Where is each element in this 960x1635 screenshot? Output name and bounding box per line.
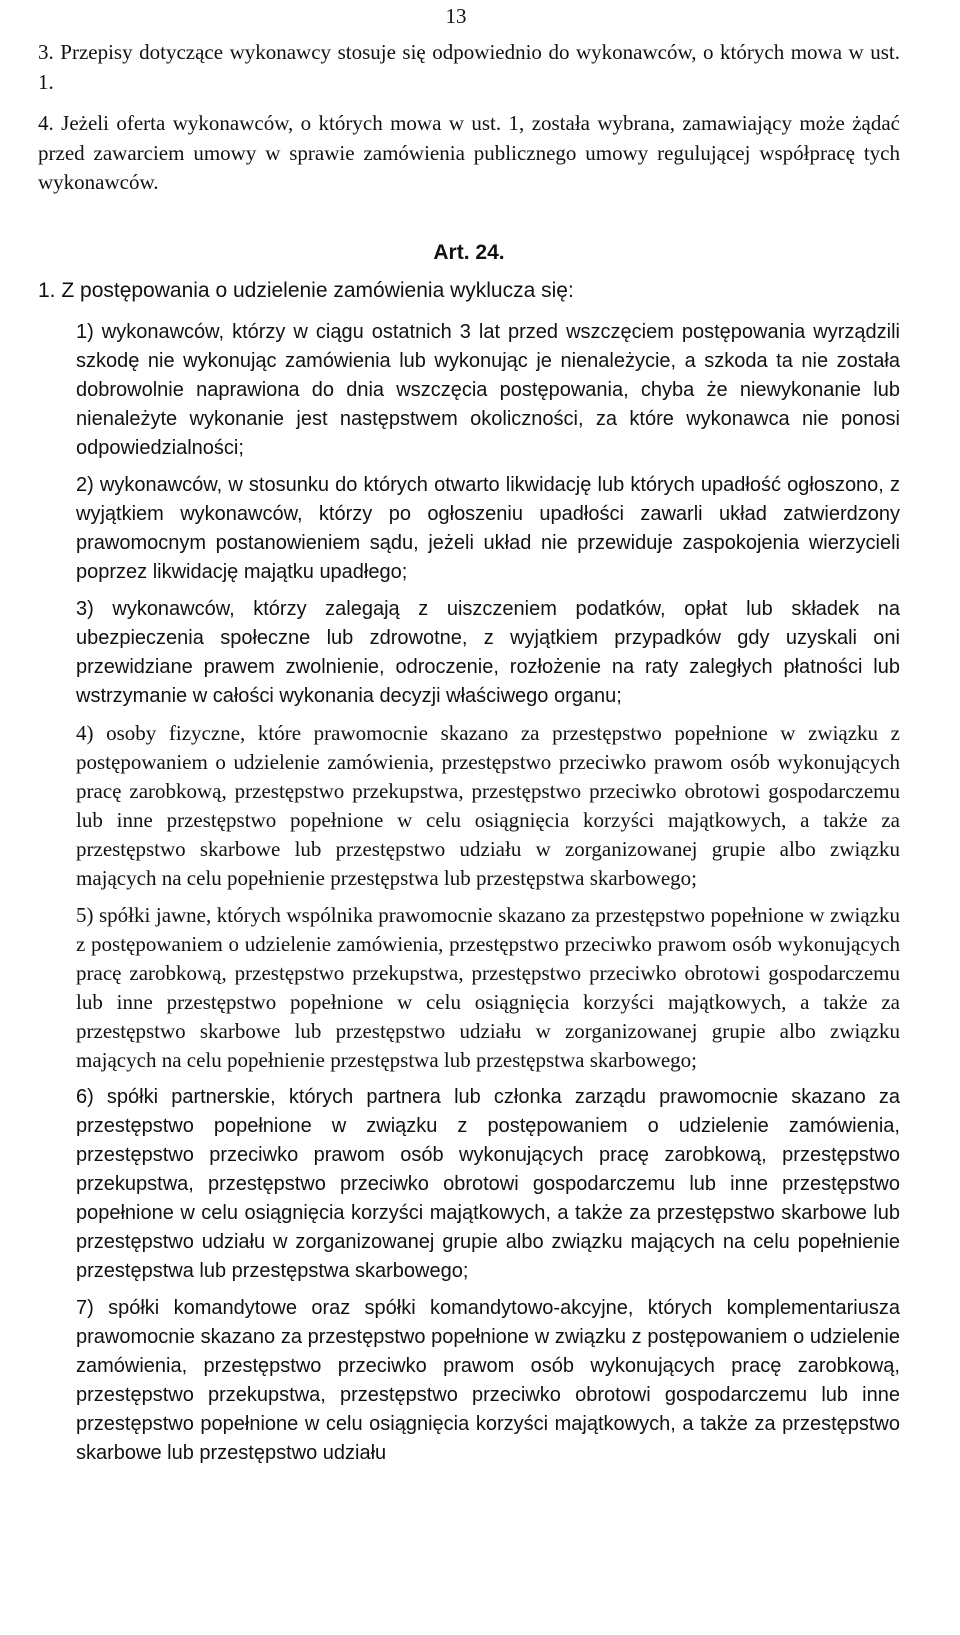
exclusion-list — [76, 318, 900, 1476]
list-item-1: 1) wykonawców, którzy w ciągu ostatnich 3 lat przed wszczęciem postępowania wyrządzili szkodę nie wykonując zamówienia lub wykonując je nienależycie, a szkoda ta nie została dobrowolnie naprawiona do dnia wszczęcia postępowania, chyba że niewykonanie lub nienależyte wykonanie jest następstwem okoliczności, za które wykonawca nie ponosi odpowiedzialności; — [76, 321, 900, 459]
list-item-7: 7) spółki komandytowe oraz spółki komandytowo-akcyjne, których komplementariusza prawomocnie skazano za przestępstwo popełnione w związku z postępowaniem o udzielenie zamówienia, przestępstwo przeciwko prawom osób wykonujących pracę zarobkową, przestępstwo przekupstwa, przestępstwo przeciwko obrotowi gospodarczemu lub inne przestępstwo popełnione w celu osiągnięcia korzyści majątkowych, a także za przestępstwo skarbowe lub przestępstwo udziału — [76, 1297, 900, 1464]
list-item-4: 4) osoby fizyczne, które prawomocnie skazano za przestępstwo popełnione w związku z postępowaniem o udzielenie zamówienia, przestępstwo przeciwko prawom osób wykonujących pracę zarobkową, przestępstwo przekupstwa, przestępstwo przeciwko obrotowi gospodarczemu lub inne przestępstwo popełnione w celu osiągnięcia korzyści majątkowych, a także za przestępstwo skarbowe lub przestępstwo udziału w zorganizowanej grupie albo związku mających na celu popełnienie przestępstwa lub przestępstwa skarbowego; — [76, 721, 900, 890]
list-item-5: 5) spółki jawne, których wspólnika prawomocnie skazano za przestępstwo popełnione w związku z postępowaniem o udzielenie zamówienia, przestępstwo przeciwko prawom osób wykonujących pracę zarobkową, przestępstwo przekupstwa, przestępstwo przeciwko obrotowi gospodarczemu lub inne przestępstwo popełnione w celu osiągnięcia korzyści majątkowych, a także za przestępstwo skarbowe lub przestępstwo udziału w zorganizowanej grupie albo związku mających na celu popełnienie przestępstwa lub przestępstwa skarbowego; — [76, 903, 900, 1072]
list-item-6: 6) spółki partnerskie, których partnera lub członka zarządu prawomocnie skazano za przestępstwo popełnione w związku z postępowaniem o udzielenie zamówienia, przestępstwo przeciwko prawom osób wykonujących pracę zarobkową, przestępstwo przekupstwa, przestępstwo przeciwko obrotowi gospodarczemu lub inne przestępstwo popełnione w celu osiągnięcia korzyści majątkowych, a także za przestępstwo skarbowe lub przestępstwo udziału w zorganizowanej grupie albo związku mających na celu popełnienie przestępstwa lub przestępstwa skarbowego; — [76, 1086, 900, 1282]
list-item-3: 3) wykonawców, którzy zalegają z uiszczeniem podatków, opłat lub składek na ubezpieczenia społeczne lub zdrowotne, z wyjątkiem przypadków gdy uzyskali oni przewidziane prawem zwolnienie, odroczenie, rozłożenie na raty zaległych płatności lub wstrzymanie w całości wykonania decyzji właściwego organu; — [76, 598, 900, 707]
article-intro: 1. Z postępowania o udzielenie zamówienia wyklucza się: — [38, 279, 574, 302]
page-number: 13 — [445, 4, 467, 28]
paragraph-4: 4. Jeżeli oferta wykonawców, o których mowa w ust. 1, została wybrana, zamawiający może żądać przed zawarciem umowy w sprawie zamówienia publicznego umowy regulującej współpracę tych wykonawców. — [38, 111, 900, 194]
paragraph-3: 3. Przepisy dotyczące wykonawcy stosuje się odpowiednio do wykonawców, o których mowa w ust. 1. — [38, 40, 900, 94]
list-item-2: 2) wykonawców, w stosunku do których otwarto likwidację lub których upadłość ogłoszono, z wyjątkiem wykonawców, którzy po ogłoszeniu upadłości zawarli układ zatwierdzony prawomocnym postanowieniem sądu, jeżeli układ nie przewiduje zaspokojenia wierzycieli poprzez likwidację majątku upadłego; — [76, 474, 900, 583]
article-heading: Art. 24. — [433, 241, 505, 264]
